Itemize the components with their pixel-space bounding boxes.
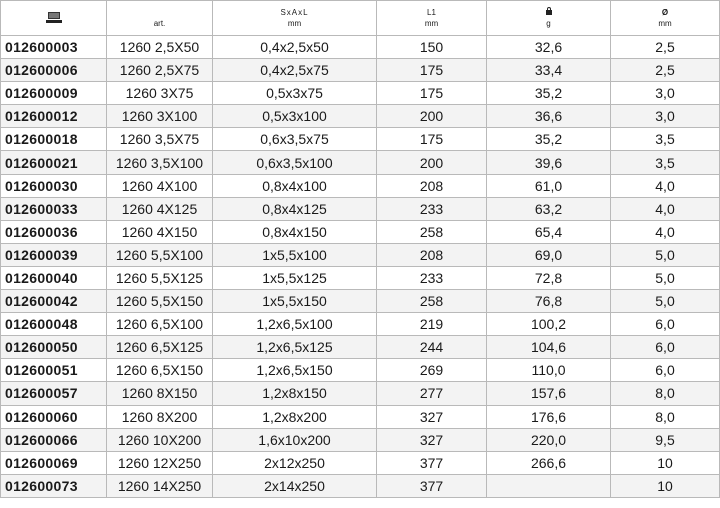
cell-art: 1260 6,5X150: [107, 359, 213, 382]
cell-weight: [487, 474, 611, 497]
header-art-label: art.: [153, 19, 166, 28]
cell-l1: 277: [377, 382, 487, 405]
cell-art: 1260 12X250: [107, 451, 213, 474]
cell-art: 1260 5,5X125: [107, 266, 213, 289]
cell-dimensions: 0,4x2,5x75: [213, 59, 377, 82]
cell-dimensions: 0,5x3x100: [213, 105, 377, 128]
cell-weight: 100,2: [487, 313, 611, 336]
cell-dimensions: 1,2x8x150: [213, 382, 377, 405]
cell-diameter: 5,0: [611, 266, 720, 289]
cell-l1: 219: [377, 313, 487, 336]
cell-dimensions: 1,2x6,5x125: [213, 336, 377, 359]
cell-weight: 63,2: [487, 197, 611, 220]
cell-weight: 76,8: [487, 290, 611, 313]
header-weight: [487, 1, 611, 36]
cell-diameter: 3,5: [611, 151, 720, 174]
cell-art: 1260 3X100: [107, 105, 213, 128]
cell-weight: 69,0: [487, 243, 611, 266]
cell-code: 012600033: [1, 197, 107, 220]
cell-diameter: 6,0: [611, 313, 720, 336]
cell-art: 1260 6,5X125: [107, 336, 213, 359]
cell-diameter: 4,0: [611, 174, 720, 197]
cell-dimensions: 0,8x4x100: [213, 174, 377, 197]
header-sxaxl-label: SxAxL: [280, 8, 309, 17]
cell-l1: 377: [377, 474, 487, 497]
cell-art: 1260 3,5X100: [107, 151, 213, 174]
table-row: [1, 290, 720, 313]
cell-l1: 258: [377, 290, 487, 313]
cell-code: 012600048: [1, 313, 107, 336]
cell-art: 1260 8X150: [107, 382, 213, 405]
cell-weight: 32,6: [487, 36, 611, 59]
cell-art: 1260 14X250: [107, 474, 213, 497]
header-diameter: [611, 1, 720, 36]
table-row: [1, 428, 720, 451]
cell-l1: 175: [377, 59, 487, 82]
table-row: [1, 405, 720, 428]
cell-diameter: 9,5: [611, 428, 720, 451]
cell-diameter: 2,5: [611, 59, 720, 82]
cell-weight: 176,6: [487, 405, 611, 428]
table-row: [1, 266, 720, 289]
header-l1-unit: mm: [424, 19, 439, 28]
table-row: [1, 336, 720, 359]
cell-diameter: 5,0: [611, 243, 720, 266]
cell-weight: 220,0: [487, 428, 611, 451]
cell-art: 1260 4X150: [107, 220, 213, 243]
cell-dimensions: 2x12x250: [213, 451, 377, 474]
cell-diameter: 10: [611, 474, 720, 497]
cell-diameter: 5,0: [611, 290, 720, 313]
cell-art: 1260 4X125: [107, 197, 213, 220]
cell-diameter: 6,0: [611, 359, 720, 382]
cell-diameter: 8,0: [611, 405, 720, 428]
cell-l1: 258: [377, 220, 487, 243]
cell-l1: 208: [377, 174, 487, 197]
header-row: [1, 1, 720, 36]
header-sxaxl: [213, 1, 377, 36]
cell-code: 012600039: [1, 243, 107, 266]
cell-dimensions: 1,2x8x200: [213, 405, 377, 428]
table-row: [1, 382, 720, 405]
cell-dimensions: 0,8x4x125: [213, 197, 377, 220]
cell-dimensions: 2x14x250: [213, 474, 377, 497]
cell-diameter: 6,0: [611, 336, 720, 359]
cell-weight: 266,6: [487, 451, 611, 474]
cell-l1: 244: [377, 336, 487, 359]
cell-diameter: 2,5: [611, 36, 720, 59]
cell-dimensions: 1,2x6,5x100: [213, 313, 377, 336]
cell-l1: 269: [377, 359, 487, 382]
cell-diameter: 4,0: [611, 197, 720, 220]
cell-code: 012600009: [1, 82, 107, 105]
header-l1: [377, 1, 487, 36]
cell-dimensions: 0,4x2,5x50: [213, 36, 377, 59]
cell-l1: 233: [377, 266, 487, 289]
header-sxaxl-unit: mm: [287, 19, 302, 28]
cell-l1: 327: [377, 428, 487, 451]
header-diameter-unit: mm: [658, 19, 672, 28]
cell-art: 1260 2,5X75: [107, 59, 213, 82]
cell-code: 012600018: [1, 128, 107, 151]
cell-code: 012600051: [1, 359, 107, 382]
table-row: [1, 151, 720, 174]
table-row: [1, 359, 720, 382]
cell-code: 012600057: [1, 382, 107, 405]
cell-weight: 35,2: [487, 128, 611, 151]
cell-weight: 36,6: [487, 105, 611, 128]
cell-code: 012600003: [1, 36, 107, 59]
computer-icon: [46, 12, 62, 23]
cell-art: 1260 2,5X50: [107, 36, 213, 59]
table-row: [1, 313, 720, 336]
weight-icon: [545, 7, 553, 15]
header-diameter-label: Ø: [661, 8, 669, 17]
cell-diameter: 4,0: [611, 220, 720, 243]
cell-dimensions: 1x5,5x150: [213, 290, 377, 313]
cell-dimensions: 1x5,5x100: [213, 243, 377, 266]
cell-art: 1260 3X75: [107, 82, 213, 105]
cell-weight: 35,2: [487, 82, 611, 105]
cell-l1: 175: [377, 82, 487, 105]
cell-l1: 150: [377, 36, 487, 59]
table-header: [1, 1, 720, 36]
cell-code: 012600021: [1, 151, 107, 174]
cell-weight: 39,6: [487, 151, 611, 174]
table-row: [1, 105, 720, 128]
cell-l1: 200: [377, 151, 487, 174]
cell-art: 1260 5,5X150: [107, 290, 213, 313]
cell-dimensions: 0,8x4x150: [213, 220, 377, 243]
table-row: [1, 174, 720, 197]
cell-art: 1260 3,5X75: [107, 128, 213, 151]
table-row: [1, 128, 720, 151]
cell-code: 012600012: [1, 105, 107, 128]
cell-art: 1260 8X200: [107, 405, 213, 428]
cell-weight: 104,6: [487, 336, 611, 359]
table-row: [1, 451, 720, 474]
cell-l1: 377: [377, 451, 487, 474]
cell-diameter: 3,5: [611, 128, 720, 151]
table-body: [1, 36, 720, 498]
table-row: [1, 59, 720, 82]
cell-code: 012600006: [1, 59, 107, 82]
header-l1-label: L1: [427, 8, 436, 17]
cell-code: 012600030: [1, 174, 107, 197]
table-row: [1, 474, 720, 497]
cell-l1: 208: [377, 243, 487, 266]
cell-weight: 110,0: [487, 359, 611, 382]
cell-code: 012600073: [1, 474, 107, 497]
cell-code: 012600060: [1, 405, 107, 428]
cell-code: 012600036: [1, 220, 107, 243]
cell-dimensions: 1,2x6,5x150: [213, 359, 377, 382]
cell-dimensions: 1x5,5x125: [213, 266, 377, 289]
cell-art: 1260 10X200: [107, 428, 213, 451]
cell-code: 012600040: [1, 266, 107, 289]
cell-code: 012600042: [1, 290, 107, 313]
header-art: [107, 1, 213, 36]
cell-art: 1260 5,5X100: [107, 243, 213, 266]
cell-diameter: 3,0: [611, 82, 720, 105]
cell-weight: 157,6: [487, 382, 611, 405]
table-row: [1, 220, 720, 243]
cell-l1: 175: [377, 128, 487, 151]
table-row: [1, 36, 720, 59]
table-row: [1, 197, 720, 220]
cell-dimensions: 0,5x3x75: [213, 82, 377, 105]
cell-weight: 65,4: [487, 220, 611, 243]
cell-l1: 233: [377, 197, 487, 220]
cell-l1: 327: [377, 405, 487, 428]
cell-code: 012600066: [1, 428, 107, 451]
cell-weight: 72,8: [487, 266, 611, 289]
cell-dimensions: 0,6x3,5x75: [213, 128, 377, 151]
table-row: [1, 82, 720, 105]
header-weight-unit: g: [546, 19, 551, 28]
cell-l1: 200: [377, 105, 487, 128]
table-row: [1, 243, 720, 266]
cell-weight: 61,0: [487, 174, 611, 197]
cell-code: 012600050: [1, 336, 107, 359]
cell-art: 1260 6,5X100: [107, 313, 213, 336]
cell-dimensions: 0,6x3,5x100: [213, 151, 377, 174]
cell-diameter: 3,0: [611, 105, 720, 128]
cell-art: 1260 4X100: [107, 174, 213, 197]
cell-diameter: 8,0: [611, 382, 720, 405]
header-code: [1, 1, 107, 36]
cell-dimensions: 1,6x10x200: [213, 428, 377, 451]
cell-code: 012600069: [1, 451, 107, 474]
cell-diameter: 10: [611, 451, 720, 474]
cell-weight: 33,4: [487, 59, 611, 82]
